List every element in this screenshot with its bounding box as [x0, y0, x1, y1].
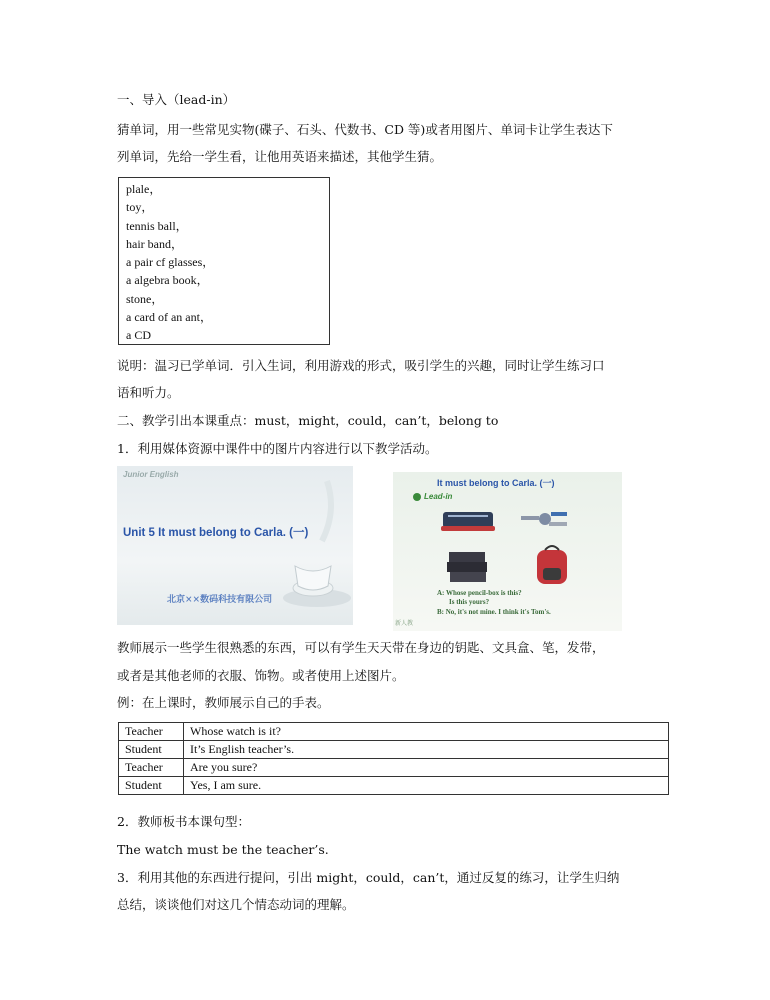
slide2-line-a: A: Whose pencil-box is this?: [437, 589, 522, 597]
section2-title: 二、教学引出本课重点：must，might，could，can’t，belong to: [117, 413, 499, 428]
line-cell: Are you sure?: [184, 759, 669, 777]
word-item: a CD: [126, 328, 151, 343]
step2-sentence: The watch must be the teacher’s.: [117, 842, 329, 857]
slide2-title: It must belong to Carla. (一): [437, 478, 555, 488]
slide1-header: Junior English: [123, 470, 179, 479]
step3-line-2: 总结，谈谈他们对这几个情态动词的理解。: [117, 897, 355, 912]
intro-line-2: 列单词，先给一学生看，让他用英语来描述，其他学生猜。: [117, 149, 443, 164]
slide2-leadin: Lead-in: [424, 492, 453, 501]
step3-line-1: 3．利用其他的东西进行提问，引出 might，could，can’t，通过反复的练习，让学生归纳: [117, 870, 620, 885]
slide2-corner: 新人教: [395, 620, 414, 627]
role-cell: Student: [119, 777, 184, 795]
step1-text: 1．利用媒体资源中课件中的图片内容进行以下教学活动。: [117, 441, 438, 456]
table-row: [119, 759, 669, 777]
slide1-publisher: 北京××数码科技有限公司: [167, 595, 273, 605]
example-text: 例：在上课时，教师展示自己的手表。: [117, 695, 330, 710]
word-item: a pair cf glasses，: [126, 255, 215, 270]
slide-image-unit5: [117, 466, 353, 625]
role-cell: Teacher: [119, 723, 184, 741]
para1-line-1: 教师展示一些学生很熟悉的东西，可以有学生天天带在身边的钥匙、文具盒、笔，发带，: [117, 640, 605, 655]
word-list-box: [118, 177, 330, 345]
line-cell: Whose watch is it?: [184, 723, 669, 741]
books-icon: [447, 552, 487, 582]
line-cell: It’s English teacher’s.: [184, 741, 669, 759]
section1-title: 一、导入（lead-in）: [117, 92, 236, 107]
table-row: [119, 741, 669, 759]
dialog-table: [118, 722, 669, 795]
note-line-1: 说明：温习已学单词．引入生词，利用游戏的形式，吸引学生的兴趣，同时让学生练习口: [117, 358, 605, 373]
word-item: toy，: [126, 200, 154, 215]
slide2-line-a2: Is this yours?: [449, 598, 490, 606]
role-cell: Teacher: [119, 759, 184, 777]
slide1-title: Unit 5 It must belong to Carla. (一): [123, 527, 309, 539]
word-item: plale，: [126, 182, 162, 196]
table-row: [119, 777, 669, 795]
word-item: a card of an ant，: [126, 310, 212, 325]
pencil-box-icon: [441, 512, 495, 531]
intro-line-1: 猜单词，用一些常见实物(碟子、石头、代数书、CD 等)或者用图片、单词卡让学生表达下: [117, 122, 613, 137]
word-item: stone，: [126, 291, 164, 306]
line-cell: Yes, I am sure.: [184, 777, 669, 795]
keys-icon: [521, 512, 567, 526]
slide-image-leadin: [393, 472, 622, 631]
table-row: [119, 723, 669, 741]
slide2-line-b: B: No, it's not mine. I think it's Tom's.: [437, 608, 551, 616]
backpack-icon: [537, 546, 567, 584]
role-cell: Student: [119, 741, 184, 759]
note-line-2: 语和听力。: [117, 385, 180, 400]
word-item: hair band，: [126, 236, 183, 251]
word-item: tennis ball，: [126, 218, 188, 233]
word-item: a algebra book，: [126, 273, 209, 288]
step2-text: 2．教师板书本课句型：: [117, 814, 250, 829]
para1-line-2: 或者是其他老师的衣服、饰物。或者使用上述图片。: [117, 668, 405, 683]
